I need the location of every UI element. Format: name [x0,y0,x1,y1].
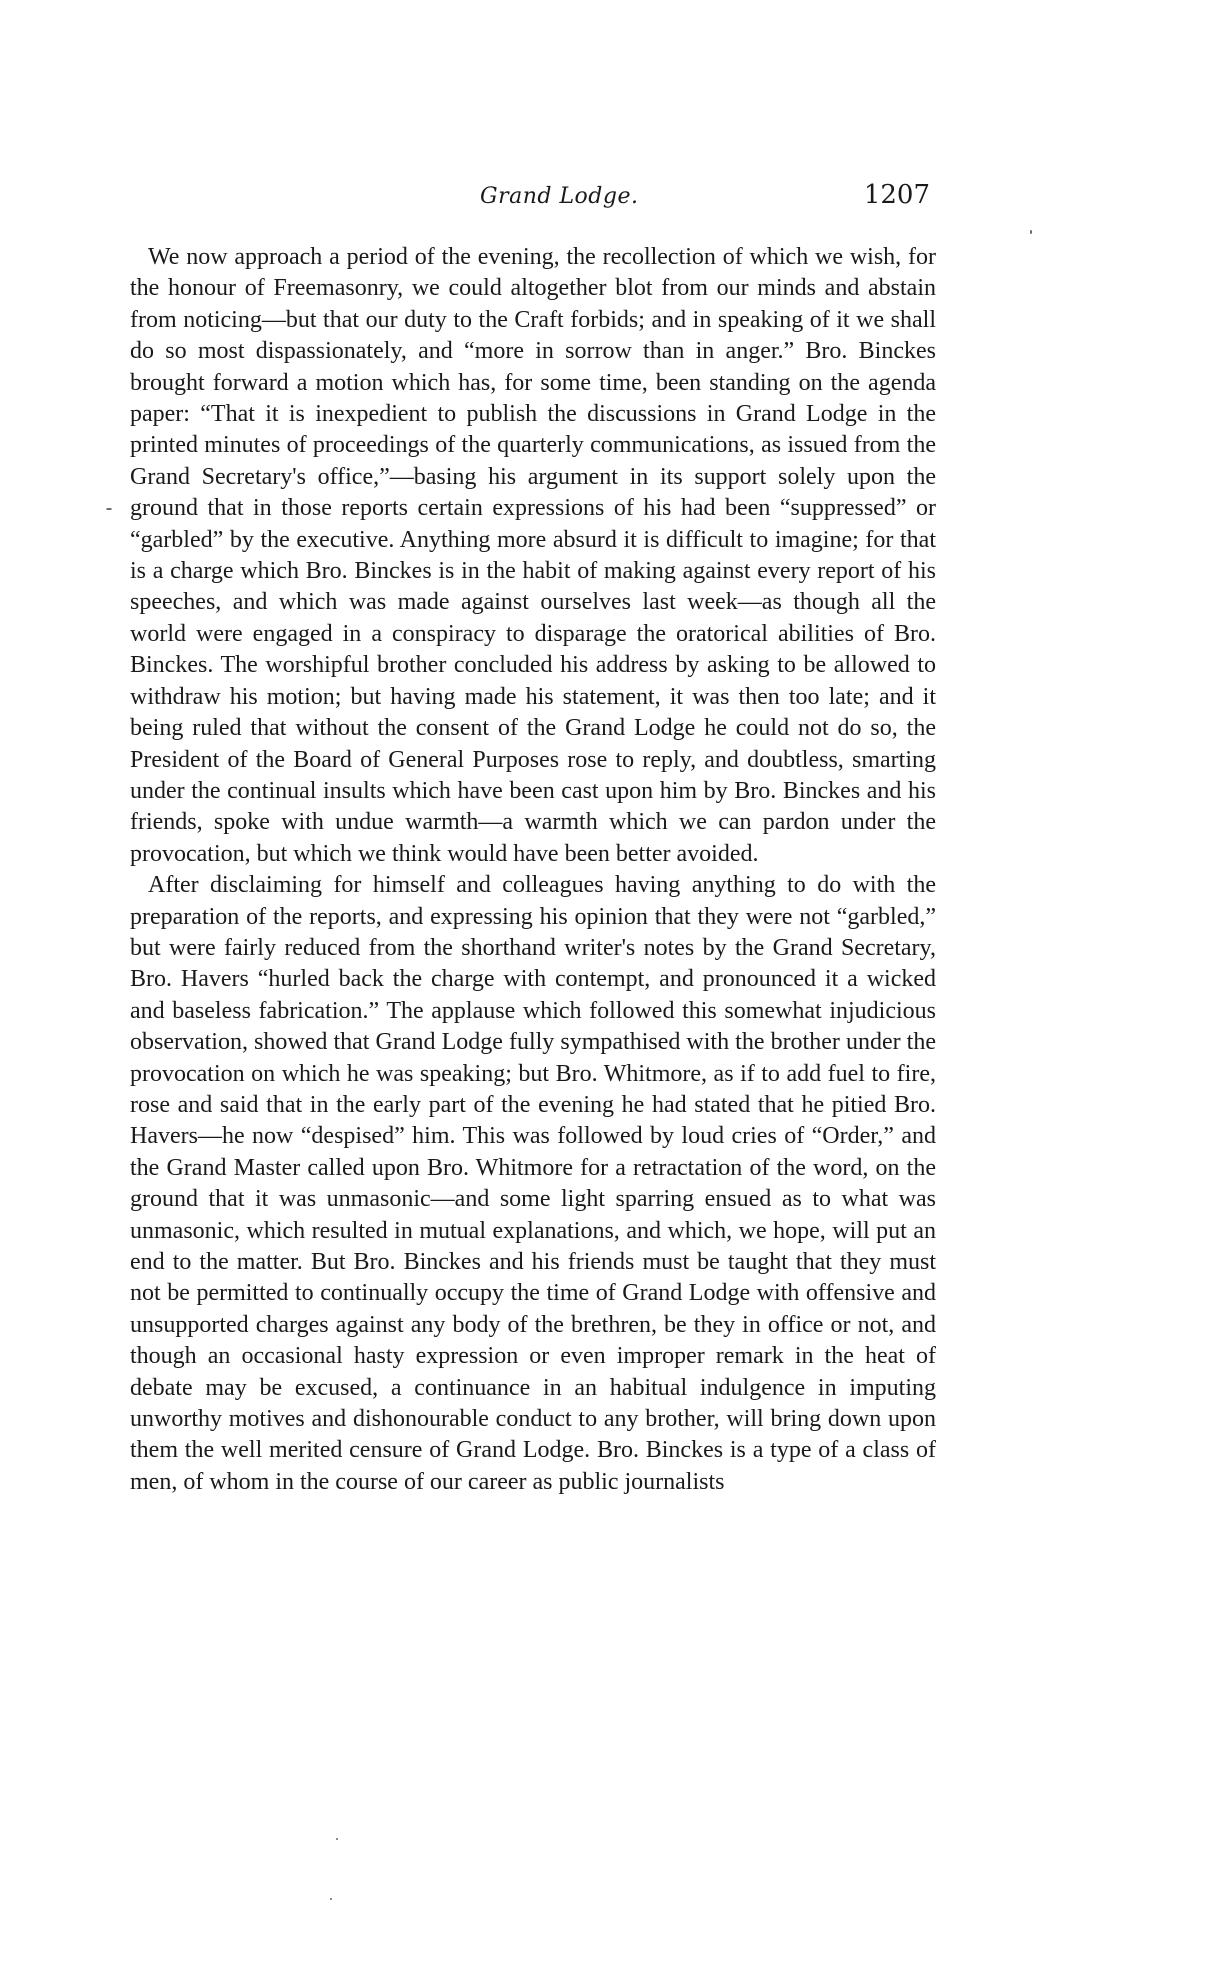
ink-speck [106,508,112,510]
running-title: Grand Lodge. [480,184,639,209]
ink-speck [330,1898,332,1900]
ink-speck [336,1838,338,1840]
paragraph-1: We now approach a period of the evening, the recollection of which we wish, for the honour of Freemasonry, we could altogether blot from our minds and abstain from noticing—but that our duty to the Craft forbids; and in speaking of it we shall do so most dispassionately, and “more in sorrow than in anger.” Bro. Binckes brought forward a motion which has, for some time, been standing on the agenda paper: “That it is inexpedient to publish the discussions in Grand Lodge in the printed minutes of proceedings of the quarterly communications, as issued from the Grand Secretary's office,”—basing his argument in its support solely upon the ground that in those reports certain expressions of his had been “suppressed” or “garbled” by the executive. Anything more absurd it is difficult to imagine; for that is a charge which Bro. Binckes is in the habit of making against every report of his speeches, and which was made against ourselves last week—as though all the world were engaged in a conspiracy to disparage the oratorical abilities of Bro. Binckes. The worshipful brother concluded his address by asking to be allowed to withdraw his motion; but having made his statement, it was then too late; and it being ruled that without the consent of the Grand Lodge he could not do so, the President of the Board of General Purposes rose to reply, and doubtless, smarting under the continual insults which have been cast upon him by Bro. Binckes and his friends, spoke with undue warmth—a warmth which we can pardon under the provocation, but which we think would have been better avoided. [130,244,936,867]
page-header [130,180,930,220]
ink-speck [1030,230,1032,234]
paragraph-2: After disclaiming for himself and colleagues having anything to do with the preparation of the reports, and expressing his opinion that they were not “garbled,” but were fairly reduced from the shorthand writer's notes by the Grand Secretary, Bro. Havers “hurled back the charge with contempt, and pronounced it a wicked and baseless fabrication.” The applause which followed this somewhat injudicious observation, showed that Grand Lodge fully sympathised with the brother under the provocation on which he was speaking; but Bro. Whitmore, as if to add fuel to fire, rose and said that in the early part of the evening he had stated that he pitied Bro. Havers—he now “despised” him. This was followed by loud cries of “Order,” and the Grand Master called upon Bro. Whitmore for a retractation of the word, on the ground that it was unmasonic—and some light sparring ensued as to what was unmasonic, which resulted in mutual explanations, and which, we hope, will put an end to the matter. But Bro. Binckes and his friends must be taught that they must not be permitted to continually occupy the time of Grand Lodge with offensive and unsupported charges against any body of the brethren, be they in office or not, and though an occasional hasty expression or even improper remark in the heat of debate may be excused, a continuance in an habitual indulgence in imputing unworthy motives and dishonourable conduct to any brother, will bring down upon them the well merited censure of Grand Lodge. Bro. Binckes is a type of a class of men, of whom in the course of our career as public journalists [130,872,936,1495]
article-body [130,242,936,1498]
page-number: 1207 [863,180,930,210]
